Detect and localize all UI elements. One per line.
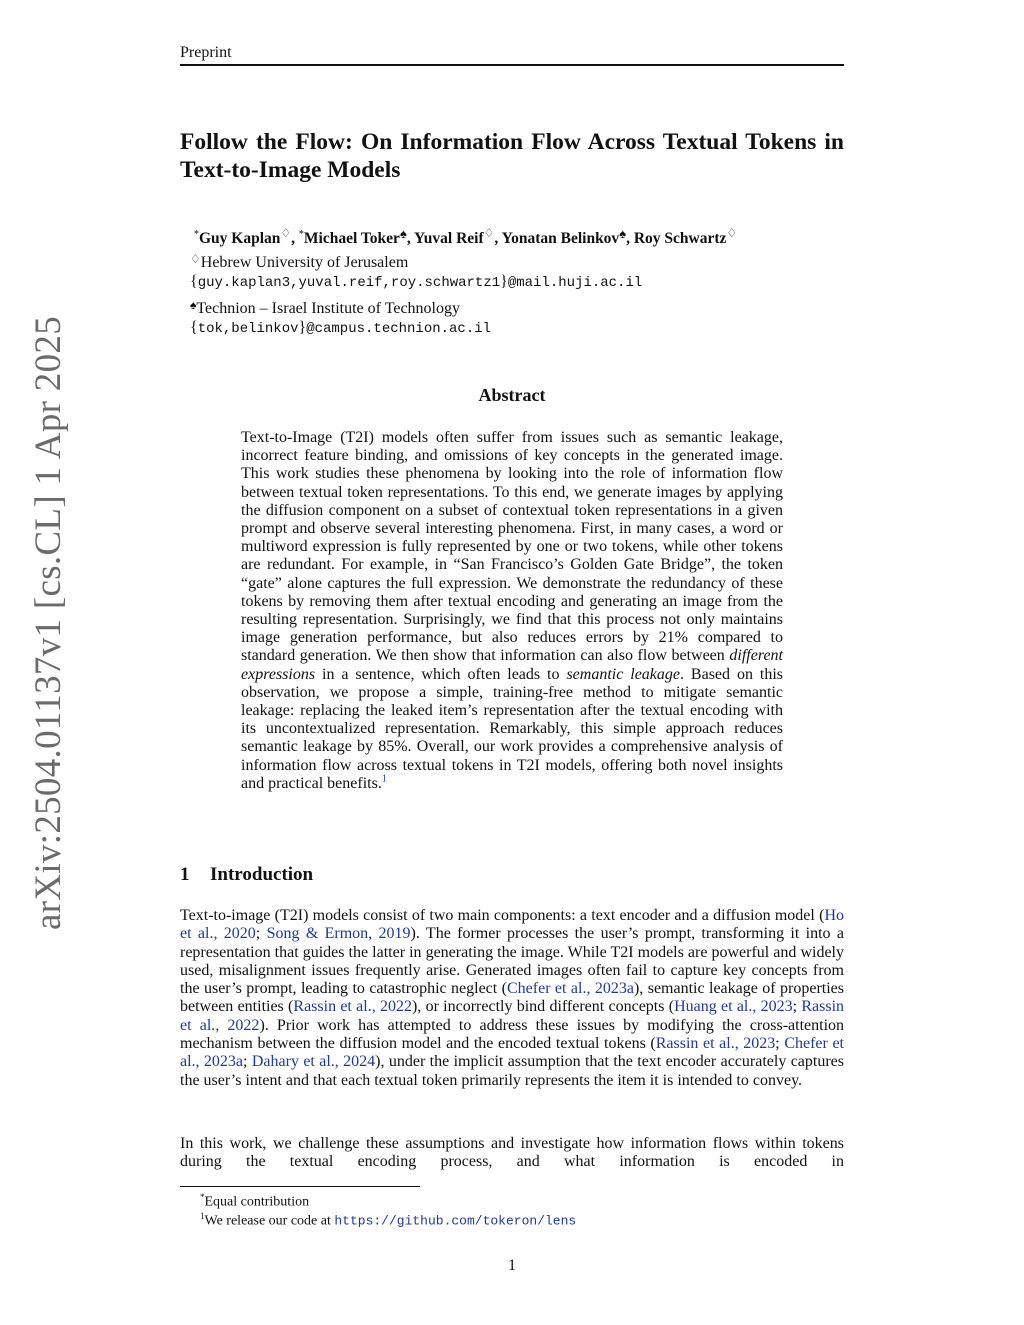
author-4: Yonatan Belinkov♠ xyxy=(501,226,627,248)
citation-link[interactable]: Chefer et al., 2023a xyxy=(180,1035,844,1071)
spade-icon: ♠ xyxy=(619,226,627,242)
diamond-icon: ♢ xyxy=(190,252,201,266)
citation-link[interactable]: Rassin et al., 2022 xyxy=(180,998,845,1034)
author-5: Roy Schwartz♢ xyxy=(633,226,738,248)
footnote-rule xyxy=(180,1186,420,1187)
code-url-link[interactable]: https://github.com/tokeron/lens xyxy=(334,1213,577,1229)
spade-icon: ♠ xyxy=(399,226,407,242)
abstract-heading: Abstract xyxy=(478,385,546,405)
footnote-code-release: $^1$We release our code at https://github.com/tokeron/lens xyxy=(200,1211,577,1229)
running-head: Preprint xyxy=(180,44,232,61)
citation-link[interactable]: Dahary et al., 2024 xyxy=(251,1053,376,1071)
paper-title: Follow the Flow: On Information Flow Across Textual Tokens in Text-to-Image Models xyxy=(180,129,844,183)
citation-link[interactable]: Rassin et al., 2022 xyxy=(293,998,412,1016)
arxiv-identifier: arXiv:2504.01137v1 [cs.CL] 1 Apr 2025 xyxy=(28,316,69,930)
footnote-equal-contribution: *Equal contribution xyxy=(200,1192,310,1210)
spade-icon: ♠ xyxy=(190,298,197,312)
diamond-icon: ♢ xyxy=(280,226,292,240)
section-heading-introduction: 1 Introduction xyxy=(180,864,314,885)
author-2: *Michael Toker♠ xyxy=(298,226,407,248)
citation-link[interactable]: Ho et al., 2020 xyxy=(180,907,844,943)
citation-link[interactable]: Song & Ermon, 2019 xyxy=(266,925,411,943)
citation-link[interactable]: Huang et al., 2023 xyxy=(674,998,793,1016)
intro-paragraph-1: Text-to-image (T2I) models consist of two main components: a text encoder and a diffusion model (Ho et al., 2020; Song & Ermon, 2019). The former processes the user’s prompt, transforming it into a representation that guides the latter in generating the image. While T2I models are powerful and widely used, misalignment issues frequently arise. Generated images often fail to capture key concepts from the user’s prompt, leading to catastrophic neglect (Chefer et al., 2023a), semantic leakage of properties between entities (Rassin et al., 2022), or incorrectly bind different concepts (Huang et al., 2023; Rassin et al., 2022). Prior work has attempted to address these issues by modifying the cross-attention mechanism between the diffusion model and the encoded textual tokens (Rassin et al., 2023; Chefer et al., 2023a; Dahary et al., 2024), under the implicit assumption that the text encoder accurately captures the user’s intent and that each textual token primarily represents the item it is intended to convey. xyxy=(180,907,845,1089)
citation-link[interactable]: Rassin et al., 2023 xyxy=(655,1035,776,1053)
footnote-ref-link[interactable]: 1 xyxy=(381,773,387,785)
diamond-icon: ♢ xyxy=(726,226,738,240)
citation-link[interactable]: Chefer et al., 2023a xyxy=(506,980,634,998)
header-rule xyxy=(180,64,844,66)
author-list: *Guy Kaplan♢, *Michael Toker♠, Yuval Reif♢, Yonatan Belinkov♠, Roy Schwartz♢ xyxy=(194,226,738,248)
email-technion[interactable]: {tok,belinkov}@campus.technion.ac.il xyxy=(190,319,492,337)
author-1: *Guy Kaplan♢ xyxy=(194,226,292,248)
affiliation-huji: ♢Hebrew University of Jerusalem xyxy=(190,252,409,271)
abstract-body: Text-to-Image (T2I) models often suffer from issues such as semantic leakage, incorrect feature binding, and omissions of key concepts in the generated image. This work studies these phenomena by looking into the role of information flow between textual token representations. To this end, we generate images by applying the diffusion component on a subset of contextual token representations in a given prompt and observe several interesting phenomena. First, in many cases, a word or multiword expression is fully represented by one or two tokens, while other tokens are redundant. For example, in “San Francisco’s Golden Gate Bridge”, the token “gate” alone captures the full expression. We demonstrate the redundancy of these tokens by removing them after textual encoding and generating an image from the resulting representation. Surprisingly, we find that this process not only maintains image generation performance, but also reduces errors by 21% compared to standard generation. We then show that information can also flow between different expressions in a sentence, which often leads to semantic leakage. Based on this observation, we propose a simple, training-free method to mitigate semantic leakage: replacing the leaked item’s representation after the textual encoding with its uncontextualized representation. Remarkably, this simple approach reduces semantic leakage by 85%. Overall, our work provides a comprehensive analysis of information flow across textual tokens in T2I models, offering both novel insights and practical benefits.$^1$ xyxy=(241,429,784,792)
page-number: 1 xyxy=(508,1257,516,1274)
affiliation-technion: ♠Technion – Israel Institute of Technology xyxy=(190,298,460,317)
author-3: Yuval Reif♢ xyxy=(414,226,495,248)
diamond-icon: ♢ xyxy=(483,226,495,240)
intro-paragraph-2: In this work, we challenge these assumptions and investigate how information flows within tokens during the textual encoding process, and what information is encoded in xyxy=(180,1135,844,1171)
email-huji[interactable]: {guy.kaplan3,yuval.reif,roy.schwartz1}@mail.huji.ac.il xyxy=(190,273,643,291)
